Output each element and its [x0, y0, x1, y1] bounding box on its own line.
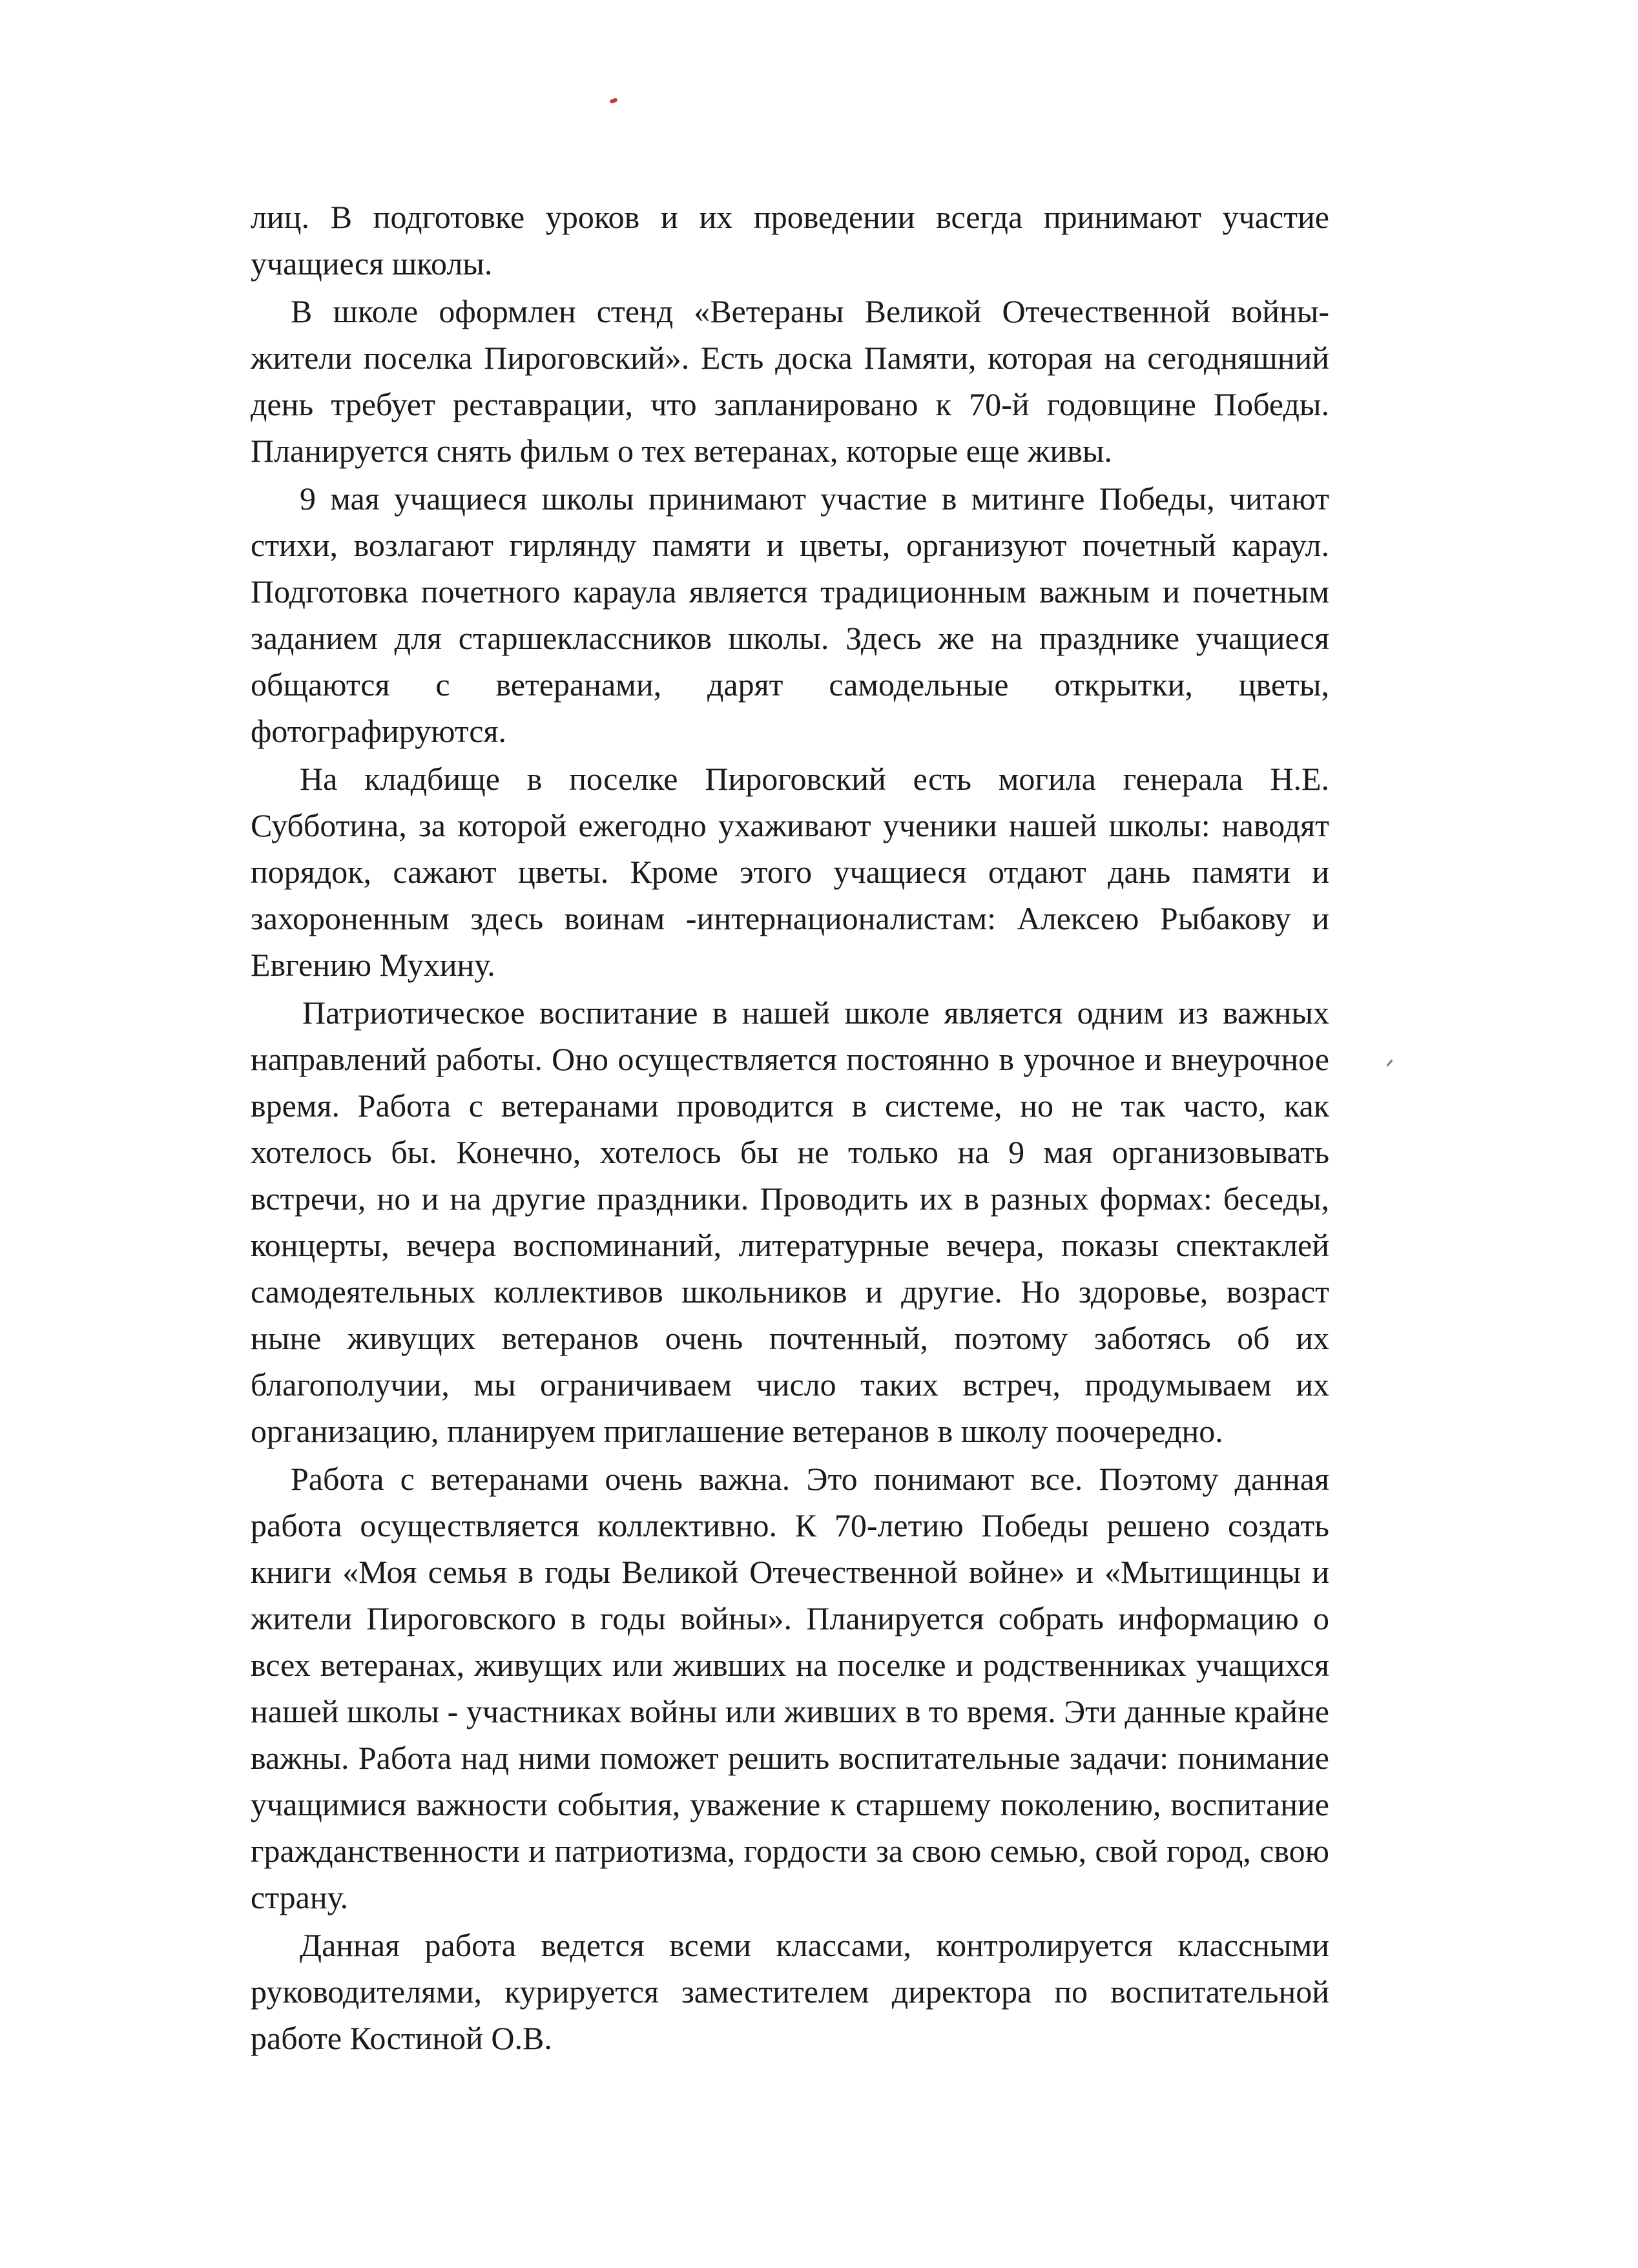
paragraph-5: Патриотическое воспитание в нашей школе является одним из важных направлений работы. Оно осуществляется постоянно в урочное и внеурочное время. Работа с ветеранами проводится в системе, но не так часто, как хотелось бы. Конечно, хотелось бы не только на 9 мая организовывать встречи, но и на другие праздники. Проводить их в разных формах: беседы, концерты, вечера воспоминаний, литературные вечера, показы спектаклей самодеятельных коллективов школьников и другие. Но здоровье, возраст ныне живущих ветеранов очень почтенный, поэтому заботясь об их благополучии, мы ограничиваем число таких встреч, продумываем их организацию, планируем приглашение ветеранов в школу поочередно.	[251, 995, 1329, 1449]
paragraph-4: На кладбище в поселке Пироговский есть могила генерала Н.Е. Субботина, за которой ежегодно ухаживают ученики нашей школы: наводят порядок, сажают цветы. Кроме этого учащиеся отдают дань памяти и захороненным здесь воинам -интернационалистам: Алексею Рыбакову и Евгению Мухину.	[251, 761, 1329, 983]
paragraph-3: 9 мая учащиеся школы принимают участие в митинге Победы, читают стихи, возлагают гирлянду памяти и цветы, организуют почетный караул. Подготовка почетного караула является традиционным важным и почетным заданием для старшеклассников школы. Здесь же на празднике учащиеся общаются с ветеранами, дарят самодельные открытки, цветы, фотографируются.	[251, 480, 1329, 749]
paragraph-1: лиц. В подготовке уроков и их проведении всегда принимают участие учащиеся школы.	[251, 199, 1329, 282]
scan-artifact-mark	[609, 98, 617, 104]
scan-artifact-tick	[1386, 1059, 1393, 1066]
paragraph-6: Работа с ветеранами очень важна. Это понимают все. Поэтому данная работа осуществляется коллективно. К 70-летию Победы решено создать книги «Моя семья в годы Великой Отечественной войне» и «Мытищинцы и жители Пироговского в годы войны». Планируется собрать информацию о всех ветеранах, живущих или живших на поселке и родственниках учащихся нашей школы - участниках войны или живших в то время. Эти данные крайне важны. Работа над ними поможет решить воспитательные задачи: понимание учащимися важности события, уважение к старшему поколению, воспитание гражданственности и патриотизма, гордости за свою семью, свой город, свою страну.	[251, 1461, 1329, 1915]
paragraph-7: Данная работа ведется всеми классами, контролируется классными руководителями, курируется заместителем директора по воспитательной работе Костиной О.В.	[251, 1927, 1329, 2056]
paragraph-2: В школе оформлен стенд «Ветераны Великой Отечественной войны- жители поселка Пироговский». Есть доска Памяти, которая на сегодняшний день требует реставрации, что запланировано к 70-й годовщине Победы. Планируется снять фильм о тех ветеранах, которые еще живы.	[251, 293, 1329, 469]
document-body	[251, 194, 1329, 2063]
